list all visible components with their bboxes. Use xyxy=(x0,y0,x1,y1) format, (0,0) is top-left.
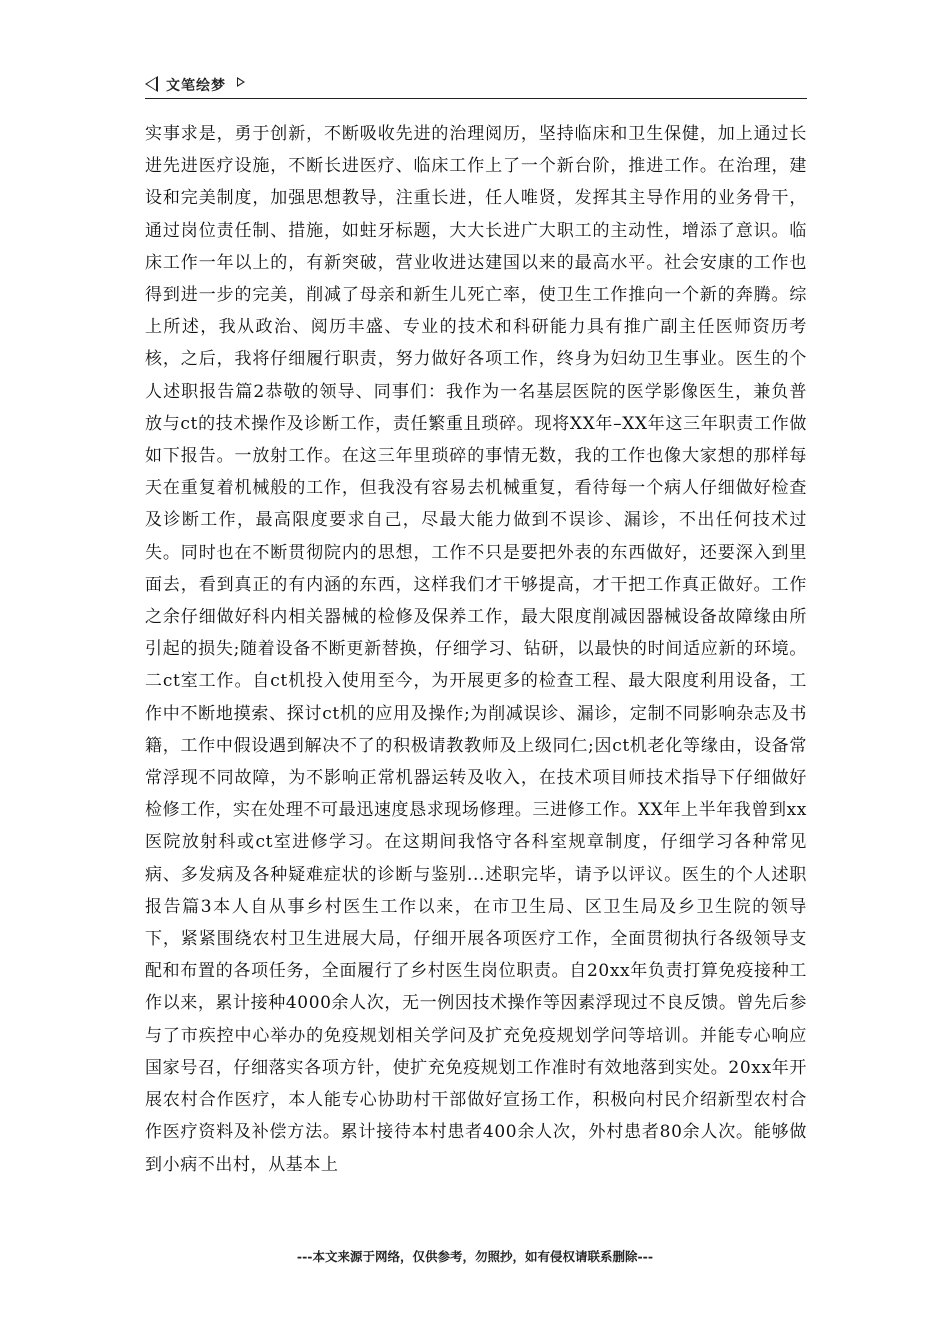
triangle-right-icon xyxy=(237,77,245,87)
document-body-text: 实事求是，勇于创新，不断吸收先进的治理阅历，坚持临床和卫生保健，加上通过长进先进医疗设施，不断长进医疗、临床工作上了一个新台阶，推进工作。在治理，建设和完美制度，加强思想教导，注重长进，任人唯贤，发挥其主导作用的业务骨干，通过岗位责任制、措施，如蛀牙标题，大大长进广大职工的主动性，增添了意识。临床工作一年以上的，有新突破，营业收进达建国以来的最高水平。社会安康的工作也得到进一步的完美，削减了母亲和新生儿死亡率，使卫生工作推向一个新的奔腾。综上所述，我从政治、阅历丰盛、专业的技术和科研能力具有推广副主任医师资历考核，之后，我将仔细履行职责，努力做好各项工作，终身为妇幼卫生事业。医生的个人述职报告篇2恭敬的领导、同事们：我作为一名基层医院的医学影像医生，兼负普放与ct的技术操作及诊断工作，责任繁重且琐碎。现将XX年–XX年这三年职责工作做如下报告。一放射工作。在这三年里琐碎的事情无数，我的工作也像大家想的那样每天在重复着机械般的工作，但我没有容易去机械重复，看待每一个病人仔细做好检查及诊断工作，最高限度要求自己，尽最大能力做到不误诊、漏诊，不出任何技术过失。同时也在不断贯彻院内的思想，工作不只是要把外表的东西做好，还要深入到里面去，看到真正的有内涵的东西，这样我们才干够提高，才干把工作真正做好。工作之余仔细做好科内相关器械的检修及保养工作，最大限度削减因器械设备故障缘由所引起的损失;随着设备不断更新替换，仔细学习、钻研，以最快的时间适应新的环境。二ct室工作。自ct机投入使用至今，为开展更多的检查工程、最大限度利用设备，工作中不断地摸索、探讨ct机的应用及操作;为削减误诊、漏诊，定制不同影响杂志及书籍，工作中假设遇到解决不了的积极请教教师及上级同仁;因ct机老化等缘由，设备常常浮现不同故障，为不影响正常机器运转及收入，在技术项目师技术指导下仔细做好检修工作，实在处理不可最迅速度恳求现场修理。三进修工作。XX年上半年我曾到xx医院放射科或ct室进修学习。在这期间我恪守各科室规章制度，仔细学习各种常见病、多发病及各种疑难症状的诊断与鉴别...述职完毕，请予以评议。医生的个人述职报告篇3本人自从事乡村医生工作以来，在市卫生局、区卫生局及乡卫生院的领导下，紧紧围绕农村卫生进展大局，仔细开展各项医疗工作，全面贯彻执行各级领导支配和布置的各项任务，全面履行了乡村医生岗位职责。自20xx年负责打算免疫接种工作以来，累计接种4000余人次，无一例因技术操作等因素浮现过不良反馈。曾先后参与了市疾控中心举办的免疫规划相关学问及扩充免疫规划学问等培训。并能专心响应国家号召，仔细落实各项方针，使扩充免疫规划工作准时有效地落到实处。20xx年开展农村合作医疗，本人能专心协助村干部做好宣扬工作，积极向村民介绍新型农村合作医疗资料及补偿方法。累计接待本村患者400余人次，外村患者80余人次。能够做到小病不出村，从基本上 xyxy=(145,124,807,1175)
header-brand: 文笔绘梦 xyxy=(166,78,226,94)
page-header xyxy=(145,72,807,99)
triangle-left-icon xyxy=(145,76,158,92)
page-footer-disclaimer: ---本文来源于网络，仅供参考，勿照抄，如有侵权请联系删除--- xyxy=(296,1249,654,1264)
